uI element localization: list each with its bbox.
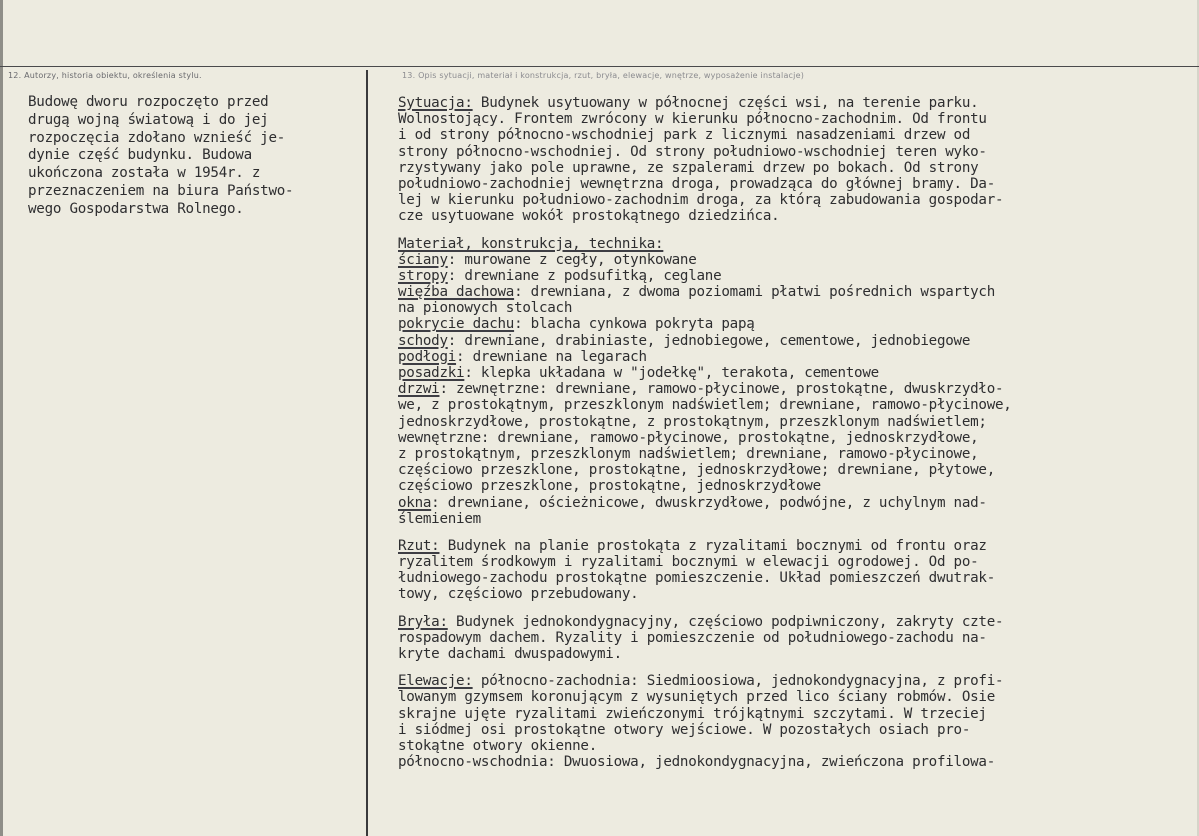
- header-rule: [0, 66, 1199, 67]
- rzut-line: towy, częściowo przebudowany.: [398, 586, 639, 603]
- sytuacja-line: południowo-zachodniej wewnętrzna droga, prowadząca do głównej bramy. Da-: [398, 175, 995, 192]
- material-item: we, z prostokątnym, przeszklonym nadświetlem; drewniane, ramowo-płycinowe,: [398, 397, 1012, 414]
- field-13-header: 13. Opis sytuacji, materiał i konstrukcja, rzut, bryła, elewacje, wnętrze, wyposażenie instalacje): [402, 71, 805, 80]
- elewacje-line: północno-wschodnia: Dwuosiowa, jednokondygnacyjna, zwieńczona profilowa-: [398, 754, 995, 771]
- rzut-line: łudniowego-zachodu prostokątne pomieszczenie. Układ pomieszczeń dwutrak-: [398, 570, 995, 587]
- material-heading: Materiał, konstrukcja, technika:: [398, 235, 664, 252]
- section-gap: [398, 662, 1188, 673]
- material-item: schody: drewniane, drabiniaste, jednobiegowe, cementowe, jednobiegowe: [398, 332, 971, 349]
- history-line: dynie część budynku. Budowa: [28, 147, 252, 164]
- column-divider: [366, 70, 368, 836]
- section-gap: [398, 527, 1188, 538]
- history-line: ukończona została w 1954r. z: [28, 165, 261, 182]
- material-item: na pionowych stolcach: [398, 300, 573, 317]
- elewacje-first-line: Elewacje: północno-zachodnia: Siedmioosiowa, jednokondygnacyjna, z profi-: [398, 673, 1004, 690]
- bryla-line: kryte dachami dwuspadowymi.: [398, 646, 622, 662]
- elewacje-line: stokątne otwory okienne.: [398, 737, 597, 754]
- rzut-first-line: Rzut: Budynek na planie prostokąta z ryzalitami bocznymi od frontu oraz: [398, 537, 987, 554]
- card-left-edge: [0, 0, 3, 836]
- material-item: pokrycie dachu: blacha cynkowa pokryta papą: [398, 316, 755, 333]
- elewacje-line: lowanym gzymsem koronującym z wysuniętych przed lico ściany robmów. Osie: [398, 689, 995, 706]
- material-item: jednoskrzydłowe, prostokątne, z prostokątnym, przeszklonym nadświetlem;: [398, 413, 987, 430]
- elewacje-line: skrajne ujęte ryzalitami zwieńczonymi trójkątnymi szczytami. W trzeciej: [398, 705, 987, 722]
- history-text: [28, 94, 358, 219]
- history-line: przeznaczeniem na biura Państwo-: [28, 182, 294, 199]
- elewacje-heading: Elewacje:: [398, 673, 473, 690]
- material-item: wewnętrzne: drewniane, ramowo-płycinowe, prostokątne, jednoskrzydłowe,: [398, 429, 979, 446]
- sytuacja-heading: Sytuacja:: [398, 95, 473, 111]
- rzut-heading: Rzut:: [398, 537, 440, 554]
- material-item: okna: drewniane, ościeżnicowe, dwuskrzydłowe, podwójne, z uchylnym nad-: [398, 494, 987, 511]
- description-text: [398, 95, 1188, 770]
- section-gap: [398, 603, 1188, 614]
- material-item: stropy: drewniane z podsufitką, ceglane: [398, 267, 722, 284]
- material-item: ściany: murowane z cegły, otynkowane: [398, 251, 697, 268]
- material-item: drzwi: zewnętrzne: drewniane, ramowo-płycinowe, prostokątne, dwuskrzydło-: [398, 381, 1004, 398]
- material-item: częściowo przeszklone, prostokątne, jednoskrzydłowe; drewniane, płytowe,: [398, 462, 995, 479]
- section-gap: [398, 225, 1188, 236]
- material-item: posadzki: klepka układana w "jodełkę", terakota, cementowe: [398, 365, 879, 381]
- sytuacja-line: i od strony północno-wschodniej park z licznymi nasadzeniami drzew od: [398, 127, 971, 144]
- bryla-line: rospadowym dachem. Ryzality i pomieszczenie od południowego-zachodu na-: [398, 629, 987, 646]
- elewacje-line: i siódmej osi prostokątne otwory wejściowe. W pozostałych osiach pro-: [398, 721, 971, 738]
- history-line: Budowę dworu rozpoczęto przed: [28, 94, 269, 110]
- history-line: rozpoczęcia zdołano wznieść je-: [28, 129, 286, 146]
- sytuacja-first-line: Sytuacja: Budynek usytuowany w północnej części wsi, na terenie parku.: [398, 95, 979, 111]
- material-item: z prostokątnym, przeszklonym nadświetlem; drewniane, ramowo-płycinowe,: [398, 445, 979, 462]
- history-line: wego Gospodarstwa Rolnego.: [28, 200, 244, 217]
- material-item: ślemieniem: [398, 510, 481, 527]
- sytuacja-line: lej w kierunku południowo-zachodnim droga, za którą zabudowania gospodar-: [398, 192, 1004, 209]
- material-item: podłogi: drewniane na legarach: [398, 348, 647, 365]
- sytuacja-line: rzystywany jako pole uprawne, ze szpalerami drzew po bokach. Od strony: [398, 159, 979, 176]
- bryla-heading: Bryła:: [398, 613, 448, 630]
- sytuacja-line: cze usytuowane wokół prostokątnego dziedzińca.: [398, 208, 780, 225]
- bryla-first-line: Bryła: Budynek jednokondygnacyjny, częściowo podpiwniczony, zakryty czte-: [398, 613, 1004, 630]
- field-12-header: 12. Autorzy, historia obiektu, określenia stylu.: [8, 71, 202, 80]
- sytuacja-line: strony północno-wschodniej. Od strony południowo-wschodniej teren wyko-: [398, 143, 987, 160]
- material-item: więźba dachowa: drewniana, z dwoma poziomami płatwi pośrednich wspartych: [398, 284, 996, 301]
- rzut-line: ryzalitem środkowym i ryzalitami bocznymi w elewacji ogrodowej. Od po-: [398, 554, 979, 571]
- history-line: drugą wojną światową i do jej: [28, 111, 269, 128]
- material-heading-line: [398, 236, 1188, 252]
- sytuacja-line: Wolnostojący. Frontem zwrócony w kierunku północno-zachodnim. Od frontu: [398, 111, 987, 128]
- material-item: częściowo przeszklone, prostokątne, jednoskrzydłowe: [398, 478, 821, 495]
